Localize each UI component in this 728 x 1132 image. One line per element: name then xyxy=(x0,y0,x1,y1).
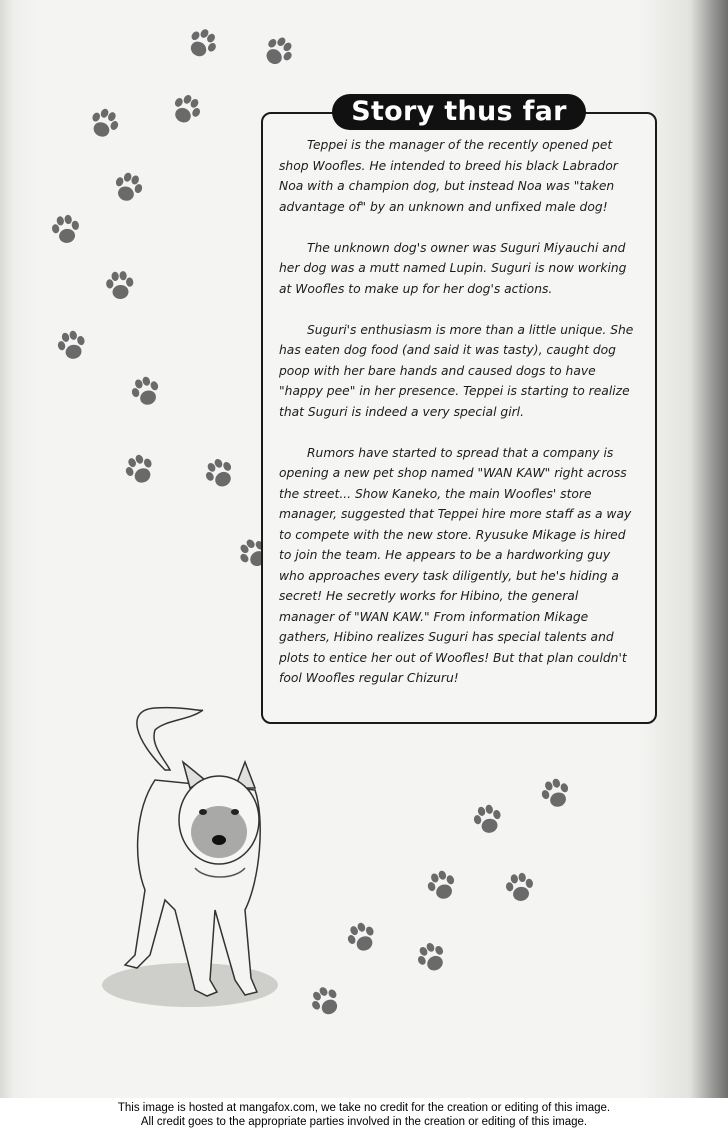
story-paragraph: Suguri's enthusiasm is more than a little unique. She has eaten dog food (and said it was tasty), caught dog poop with her bare hands and caused dogs to have "happy pee" in her presence. Teppei is starting to realize that Suguri is indeed a very special girl. xyxy=(279,322,634,419)
white-dog-icon xyxy=(95,700,285,1020)
paw-icon xyxy=(128,374,163,409)
story-paragraph: The unknown dog's owner was Suguri Miyauchi and her dog was a mutt named Lupin. Suguri is now working at Woofles to make up for her dog's actions. xyxy=(279,240,627,296)
paw-icon xyxy=(259,32,298,71)
paw-icon xyxy=(86,105,122,142)
paw-icon xyxy=(504,871,536,903)
story-title: Story thus far xyxy=(332,94,586,130)
paw-icon xyxy=(183,24,221,62)
story-text xyxy=(279,135,637,689)
paw-icon xyxy=(105,270,135,300)
paw-icon xyxy=(344,919,380,956)
paw-icon xyxy=(538,776,573,811)
hosting-credit xyxy=(0,1098,728,1132)
paw-icon xyxy=(111,170,146,205)
paw-icon xyxy=(424,868,459,903)
paw-icon xyxy=(168,91,205,129)
paw-icon xyxy=(55,328,88,362)
paw-icon xyxy=(413,939,450,977)
story-paragraph: Teppei is the manager of the recently opened pet shop Woofles. He intended to breed his black Labrador Noa with a champion dog, but instead Noa was "taken advantage of" by an unknown and unfixed male dog! xyxy=(279,138,618,214)
paw-icon xyxy=(471,802,504,836)
paw-icon xyxy=(306,982,344,1020)
credit-line: All credit goes to the appropriate parties involved in the creation or editing of this image. xyxy=(140,1116,588,1128)
paw-icon xyxy=(201,455,238,493)
story-paragraph: Rumors have started to spread that a company is opening a new pet shop named "WAN KAW" right across the street... Show Kaneko, the main Woofles' store manager, suggested that Teppei hire more staff as a way to compete with the new store. Ryusuke Mikage is hired to join the team. He appears to be a hardworking guy who approaches every task diligently, but he's hiding a secret! He secretly works for Hibino, the general manager of "WAN KAW." From information Mikage gathers, Hibino realizes Suguri has special talents and plots to entice her out of Woofles! But that plan couldn't fool Woofles regular Chizuru! xyxy=(279,445,632,685)
paw-icon xyxy=(50,213,82,245)
credit-line: This image is hosted at mangafox.com, we take no credit for the creation or editing of this image. xyxy=(117,1102,611,1114)
paw-icon xyxy=(122,451,158,488)
